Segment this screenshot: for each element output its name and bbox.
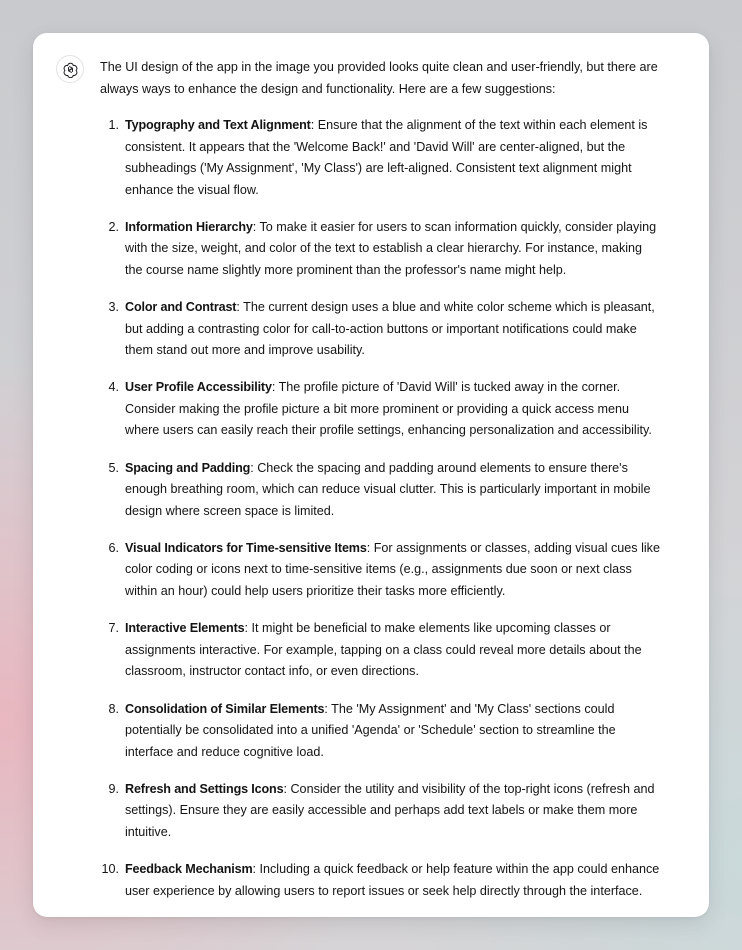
item-text: : Check the spacing and padding around elements to ensure there's enough breathing room, which can reduce visual clutter. This is particularly important in mobile design where screen space is limited.: [125, 460, 651, 518]
list-item: [100, 458, 660, 523]
item-text: : Including a quick feedback or help feature within the app could enhance user experience by allowing users to report issues or seek help directly through the interface.: [125, 862, 660, 898]
item-number: 3.: [108, 300, 119, 315]
list-item: [100, 859, 660, 902]
item-title: Typography and Text Alignment: [125, 118, 311, 132]
suggestion-list: [100, 115, 660, 902]
item-title: Refresh and Settings Icons: [125, 781, 284, 796]
list-item: [100, 217, 660, 282]
item-text: : Ensure that the alignment of the text within each element is consistent. It appears that the 'Welcome Back!' and 'David Will' are center-aligned, but the subheadings ('My Assignment', 'My Class') are left-aligned. Consistent text alignment might enhance the visual flow.: [125, 118, 648, 197]
item-text: : The 'My Assignment' and 'My Class' sections could potentially be consolidated into a unified 'Agenda' or 'Schedule' section to streamline the interface and reduce cognitive load.: [125, 701, 616, 759]
item-title: Spacing and Padding: [125, 460, 251, 475]
item-title: Consolidation of Similar Elements: [125, 701, 325, 716]
list-item: [100, 538, 660, 603]
list-item: [100, 618, 660, 683]
item-title: User Profile Accessibility: [125, 380, 272, 395]
item-text: : Consider the utility and visibility of the top-right icons (refresh and settings). Ensure they are easily accessible and perhaps add text labels or make them more intuitive.: [125, 781, 655, 839]
list-item: [100, 297, 660, 362]
list-item: [100, 115, 660, 201]
item-number: 4.: [108, 380, 119, 395]
item-title: Interactive Elements: [125, 621, 245, 636]
message-intro: The UI design of the app in the image you provided looks quite clean and user-friendly, but there are always ways to enhance the design and functionality. Here are a few suggestions:: [100, 60, 658, 96]
list-item: [100, 699, 660, 764]
chat-message-card: [33, 33, 709, 917]
item-number: 2.: [108, 219, 119, 234]
item-number: 6.: [108, 540, 119, 555]
item-number: 9.: [108, 781, 119, 796]
list-item: [100, 377, 660, 442]
item-number: 10.: [101, 862, 119, 877]
assistant-message: [100, 57, 660, 902]
item-text: : To make it easier for users to scan information quickly, consider playing with the size, weight, and color of the text to establish a clear hierarchy. For instance, making the course name slightly more prominent than the professor's name might help.: [125, 219, 657, 277]
item-text: : It might be beneficial to make elements like upcoming classes or assignments interactive. For example, tapping on a class could reveal more details about the classroom, instructor contact info, or even directions.: [125, 621, 642, 679]
item-number: 1.: [108, 118, 119, 132]
assistant-avatar: [56, 55, 84, 83]
item-title: Visual Indicators for Time-sensitive Items: [125, 540, 367, 555]
item-text: : For assignments or classes, adding visual cues like color coding or icons next to time-sensitive items (e.g., assignments due soon or next class within an hour) could help users prioritize their tasks more efficiently.: [125, 540, 660, 598]
item-title: Feedback Mechanism: [125, 862, 253, 877]
item-title: Color and Contrast: [125, 300, 237, 315]
item-title: Information Hierarchy: [125, 219, 253, 234]
openai-logo-icon: [62, 61, 79, 78]
item-number: 7.: [108, 621, 119, 636]
list-item: [100, 779, 660, 844]
item-number: 5.: [108, 460, 119, 475]
item-text: : The current design uses a blue and white color scheme which is pleasant, but adding a contrasting color for call-to-action buttons or important notifications could make them stand out more and improve usability.: [125, 300, 655, 358]
item-number: 8.: [108, 701, 119, 716]
item-text: : The profile picture of 'David Will' is tucked away in the corner. Consider making the profile picture a bit more prominent or providing a quick access menu where users can easily reach their profile settings, enhancing personalization and accessibility.: [125, 380, 652, 438]
